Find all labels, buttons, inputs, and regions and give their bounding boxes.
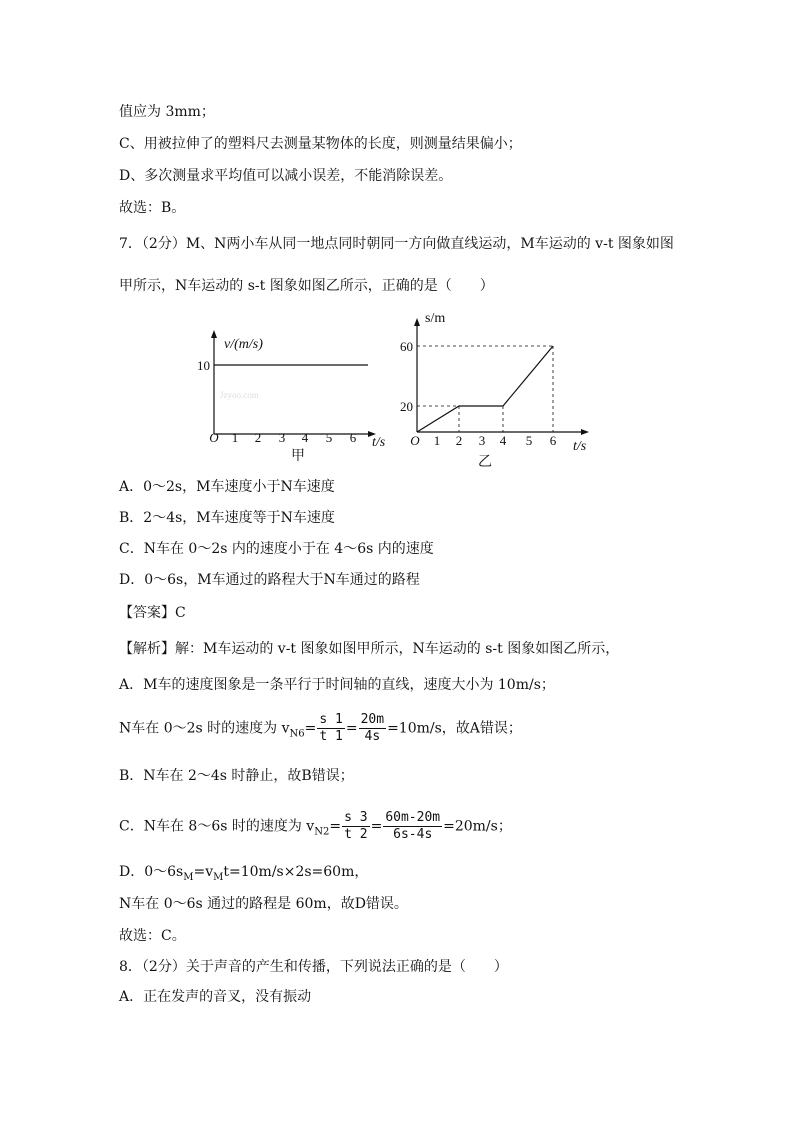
formula-text: D．0～6s [119, 864, 184, 880]
fraction-den: t 1 [319, 729, 343, 744]
question-8: 8．（2分）关于声音的产生和传播，下列说法正确的是（ ） [119, 959, 508, 975]
fraction-den: 6s-4s [393, 827, 433, 842]
conclusion: 故选：C。 [119, 928, 186, 944]
analysis-b: B．N车在 2～4s 时静止，故B错误； [119, 768, 354, 784]
x-tick-4: 4 [301, 430, 309, 445]
fraction-num: s 3 [344, 810, 368, 825]
question-7-line-1: 7．（2分）M、N两小车从同一地点同时朝同一方向做直线运动，M车运动的 v-t 图象如图 [119, 236, 674, 252]
formula-n6 [119, 712, 522, 745]
figure-yi [395, 304, 600, 476]
formula-eq: = [370, 818, 383, 835]
fraction [342, 810, 369, 843]
text-line: 故选：B。 [119, 200, 186, 216]
option-a: A．0～2s，M车速度小于N车速度 [119, 479, 335, 495]
x-tick-2: 2 [455, 433, 463, 448]
x-axis-label: t/s [372, 435, 386, 450]
x-tick-5: 5 [525, 433, 533, 448]
analysis-d2: N车在 0～6s 通过的路程是 60m，故D错误。 [119, 896, 408, 912]
x-tick-3: 3 [278, 430, 286, 445]
formula-text: =20m/s； [443, 818, 512, 835]
answer-line: 【答案】C [119, 605, 186, 621]
x-axis-label: t/s [573, 439, 587, 454]
formula-eq: = [329, 818, 342, 835]
x-tick-1: 1 [231, 430, 239, 445]
formula-text: t=10m/s×2s=60m， [223, 864, 369, 880]
question-7-line-2: 甲所示，N车运动的 s-t 图象如图乙所示，正确的是（ ） [119, 278, 494, 294]
formula-text: N车在 0～2s 时的速度为 v [119, 720, 290, 737]
origin-label: O [410, 433, 420, 448]
y-tick-label: 20 [400, 399, 413, 414]
formula-sub: M [183, 871, 194, 883]
fraction [317, 712, 344, 745]
formula-sub: N6 [289, 728, 305, 740]
analysis-d [119, 862, 368, 888]
formula-text: =10m/s，故A错误； [387, 720, 522, 737]
x-tick-4: 4 [499, 433, 507, 448]
option-c: C．N车在 0～2s 内的速度小于在 4～6s 内的速度 [119, 541, 434, 557]
option-d: D．0～6s，M车通过的路程大于N车通过的路程 [119, 572, 420, 588]
y-tick-label: 10 [197, 358, 210, 373]
fraction-den: t 2 [344, 827, 368, 842]
fraction-num: s 1 [319, 712, 343, 727]
text-line: C、用被拉伸了的塑料尺去测量某物体的长度，则测量结果偏小； [119, 136, 522, 152]
n-distance-line [417, 346, 553, 432]
x-tick-5: 5 [325, 430, 333, 445]
fraction-num: 20m [360, 712, 385, 727]
question-8-option-a: A．正在发声的音叉，没有振动 [119, 989, 312, 1005]
figure-caption: 甲 [291, 449, 305, 464]
figure-jia [190, 318, 390, 468]
x-tick-3: 3 [478, 433, 486, 448]
fraction-num: 60m-20m [385, 810, 441, 825]
watermark: Jzyoo.com [220, 390, 259, 400]
option-b: B．2～4s，M车速度等于N车速度 [119, 510, 335, 526]
origin-label: O [209, 430, 219, 445]
analysis-line: 【解析】解：M车运动的 v-t 图象如图甲所示，N车运动的 s-t 图象如图乙所示， [119, 641, 620, 657]
fraction [383, 810, 442, 843]
x-tick-1: 1 [433, 433, 441, 448]
formula-sub: N2 [314, 826, 330, 838]
y-axis-label: s/m [425, 311, 446, 326]
x-tick-6: 6 [349, 430, 357, 445]
formula-text: =v [193, 864, 214, 880]
formula-eq: = [304, 720, 317, 737]
text-line: D、多次测量求平均值可以减小误差，不能消除误差。 [119, 168, 453, 184]
formula-text: C．N车在 8～6s 时的速度为 v [119, 818, 315, 835]
fraction [359, 712, 386, 745]
x-tick-6: 6 [549, 433, 557, 448]
y-tick-label: 60 [400, 339, 413, 354]
y-axis-label: v/(m/s) [224, 337, 263, 352]
figure-caption: 乙 [478, 455, 492, 470]
fraction-den: 4s [364, 729, 381, 744]
analysis-a: A．M车的速度图象是一条平行于时间轴的直线，速度大小为 10m/s； [119, 677, 555, 693]
text-line: 值应为 3mm； [119, 104, 215, 120]
x-tick-2: 2 [254, 430, 262, 445]
formula-n2 [119, 810, 512, 843]
formula-sub: M [213, 871, 224, 883]
formula-eq: = [345, 720, 358, 737]
